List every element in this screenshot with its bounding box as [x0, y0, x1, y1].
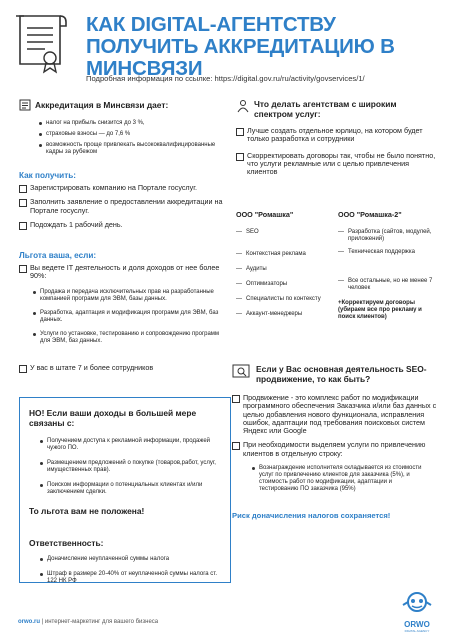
warning-box: [19, 397, 231, 583]
company-1-title: ООО "Ромашка": [236, 210, 294, 219]
list-item: Поиском информации о потенциальных клиентах и/или заключением сделки.: [38, 482, 223, 496]
list-item: Доначисление неуплаченной суммы налога: [38, 556, 223, 563]
logo-text: ORWO: [404, 620, 430, 629]
company-2-item: — Техническая поддержка: [338, 249, 438, 256]
list-item: налог на прибыль снизится до 3 %,: [37, 120, 231, 127]
brand-logo: [400, 590, 434, 633]
logo-tagline: DIGITAL AGENCY: [404, 629, 430, 633]
checklist-item: У вас в штате 7 и более сотрудников: [19, 364, 224, 372]
company-1-item: — Оптимизаторы: [236, 281, 331, 288]
list-icon: [19, 99, 31, 111]
spectrum-header: Что делать агентствам с широким спектром услуг:: [254, 99, 397, 119]
list-item: Получением доступа к рекламной информации, продажей чужого ПО.: [38, 438, 223, 452]
footer-text: | интернет-маркетинг для вашего бизнеса: [40, 619, 159, 625]
company-1-item: — Контекстная реклама: [236, 251, 331, 258]
people-icon: [236, 99, 250, 113]
accreditation-header: Аккредитация в Минсвязи дает:: [35, 100, 169, 110]
list-item: Разработка, адаптация и модификация программ для ЭВМ, баз данных.: [31, 310, 224, 324]
company-2-title: ООО "Ромашка-2": [338, 210, 402, 219]
company-1-item: — Специалисты по контексту: [236, 296, 331, 303]
page-title: КАК DIGITAL-АГЕНТСТВУ ПОЛУЧИТЬ АККРЕДИТАЦИЮ В МИНСВЯЗИ: [86, 13, 395, 80]
document-icon: [10, 10, 74, 78]
list-item: Размещением предложений о покупке (товаров,работ, услуг, имущественных прав).: [38, 460, 223, 474]
list-item: Штраф в размере 20-40% от неуплаченной суммы налога ст. 122 НК РФ: [38, 571, 223, 585]
company-2-item: — Все остальные, но не менее 7 человек: [338, 278, 438, 292]
checklist-item: Заполнить заявление о предоставлении аккредитации на Портале госуслуг.: [19, 198, 224, 215]
company-2-note: +Корректируем договоры (убираем все про рекламу и поиск клиентов): [338, 300, 422, 320]
company-1-item: — Аккаунт-менеджеры: [236, 311, 331, 318]
checklist-item: Вы ведете IT деятельность и доля доходов от нее более 90%:: [19, 264, 224, 281]
how-header: Как получить:: [19, 171, 76, 180]
checklist-item: Лучше создать отдельное юрлицо, на котором будет только разработка и сотрудники: [236, 127, 436, 144]
checklist-item: Зарегистрировать компанию на Портале госуслуг.: [19, 184, 224, 192]
checklist-item: Скорректировать договоры так, чтобы не было понятно, что услуги рекламные или с целью привлечения клиентов: [236, 152, 436, 177]
checklist-item: При необходимости выделяем услуги по привлечению клиентов в отдельную строку:: [232, 441, 440, 458]
list-item: возможность проще привлекать высококвалифицированные кадры за рубежом: [37, 142, 231, 156]
company-1-item: — Аудиты: [236, 266, 331, 273]
footer-brand-link[interactable]: orwo.ru: [18, 619, 40, 625]
company-1-item: — SEO: [236, 229, 331, 236]
source-link-text: Подробная информация по ссылке: https://digital.gov.ru/ru/activity/govservices/1/: [86, 74, 365, 83]
checklist-item: Продвижение - это комплекс работ по модификации программного обеспечения Заказчика и/или баз данных с целью добавления нового функционала, исправления ошибок, адаптации под требования поисковых систем Яндекс или Google: [232, 394, 440, 435]
seo-header: Если у Вас основная деятельность SEO-продвижение, то как быть?: [256, 364, 427, 384]
responsibility-header: Ответственность:: [29, 538, 104, 548]
company-2-item: — Разработка (сайтов, модулей, приложений): [338, 229, 438, 243]
accreditation-section: [19, 99, 231, 156]
footer: [18, 619, 158, 625]
magnifier-icon: [232, 364, 250, 382]
risk-warning: Риск доначисления налогов сохраняется!: [232, 511, 391, 521]
checklist-item: Подождать 1 рабочий день.: [19, 221, 224, 229]
warning-header: НО! Если ваши доходы в большей мере связаны с:: [29, 408, 197, 428]
list-item: Продажа и передача исключительных прав на разработанные компанией программ для ЭВМ, базы данных.: [31, 289, 224, 303]
benefit-header: Льгота ваша, если:: [19, 251, 97, 260]
list-item: Вознаграждение исполнителя складывается из стоимости услуг по привлечению клиентов для заказчика (5%), и стоимость работ по модификации, адаптации и тестированию ПО заказчика (95%): [250, 465, 430, 493]
not-for-you-text: То льгота вам не положена!: [29, 506, 145, 516]
list-item: страховые взносы — до 7,6 %: [37, 131, 231, 138]
robot-mascot-icon: [400, 590, 434, 616]
list-item: Услуги по установке, тестированию и сопровождению программ для ЭВМ, баз данных.: [31, 331, 224, 345]
